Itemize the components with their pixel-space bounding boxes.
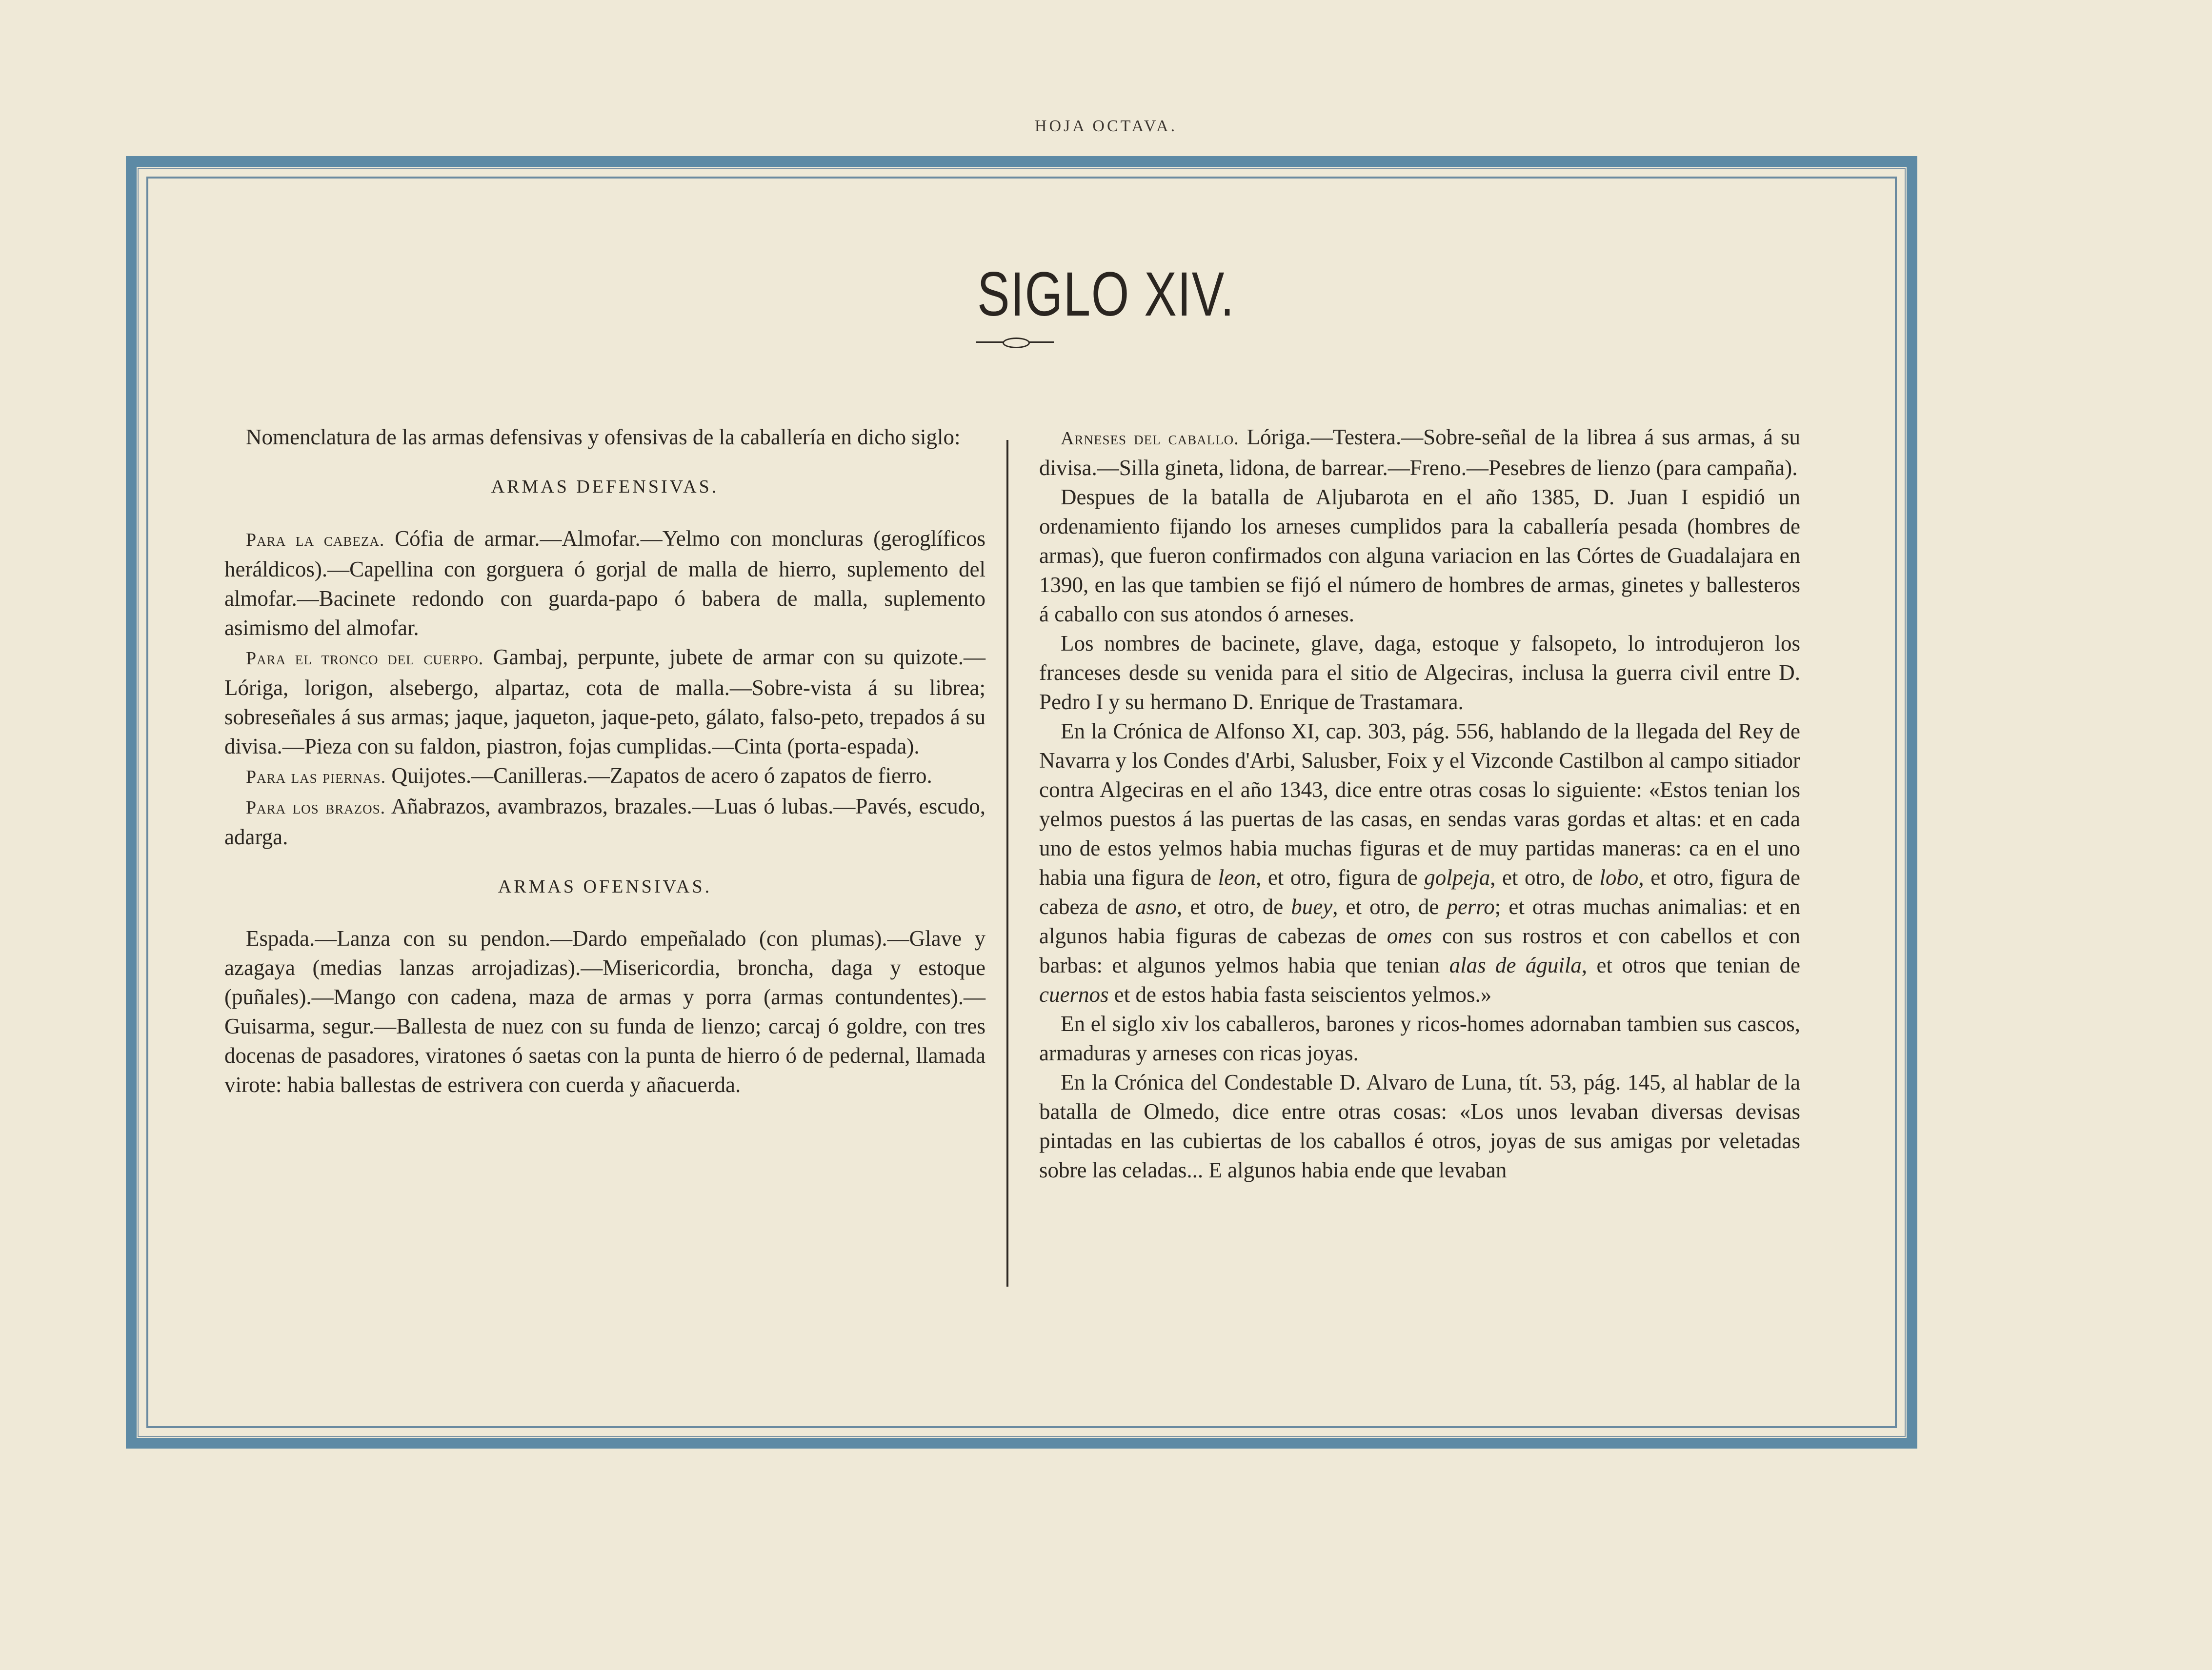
text-piernas: Quijotes.—Canilleras.—Zapatos de acero ó zapatos de fierro.: [391, 763, 932, 788]
label-cabeza: Para la cabeza.: [246, 530, 385, 550]
paragraph-aljubarota: Despues de la batalla de Aljubarota en el año 1385, D. Juan I espidió un ordenamiento fijando los arneses cumplidos para la caballería pesada (hombres de armas), que fueron confirmados con alguna variacion en las Córtes de Guadalajara en 1390, en las que tambien se fijó el número de hombres de armas, ginetes y ballesteros á caballo con sus atondos ó arneses.: [1039, 485, 1800, 626]
cronica-text: con sus rostros et con cabellos et con barbas: et algunos yelmos habia que tenian: [1039, 924, 1800, 977]
paragraph-piernas: [224, 761, 985, 792]
cronica-emphasis: perro: [1447, 895, 1495, 919]
paragraph-cabeza: [224, 524, 985, 642]
paragraph-nombres: Los nombres de bacinete, glave, daga, estoque y falsopeto, lo introdujeron los franceses desde su venida para el sitio de Algeciras, inclusa la guerra civil entre D. Pedro I y su hermano D. Enrique de Trastamara.: [1039, 631, 1800, 714]
right-column: [1039, 422, 1800, 1185]
label-tronco: Para el tronco del cuerpo.: [246, 648, 484, 669]
cronica-emphasis: golpeja: [1424, 865, 1490, 890]
paragraph-cronica-luna: En la Crónica del Condestable D. Alvaro de Luna, tít. 53, pág. 145, al hablar de la batalla de Olmedo, dice entre otras cosas: «Los unos levaban diversas devisas pintadas en las cubiertas de los caballos é otros, joyas de sus amigas por veletadas sobre las celadas... E algunos habia ende que levaban: [1039, 1070, 1800, 1182]
page-title: SIGLO XIV.: [977, 259, 1235, 329]
cronica-emphasis: alas de águila: [1449, 953, 1582, 977]
paragraph-brazos: [224, 792, 985, 852]
cronica-text: En la Crónica de Alfonso XI, cap. 303, pág. 556, hablando de la llegada del Rey de Navarra y los Condes d'Arbi, Salusber, Foix y el Vizconde Castilbon al campo sitiador contra Algeciras en el año 1343, dice entre otras cosas lo siguiente: «Estos tenian los yelmos puestos á las puertas de las casas, en sendas varas gordas et altas: et en cada uno de estos yelmos habia muchas figuras et de muy partidas maneras: ca en el uno habia una figura de: [1039, 719, 1800, 890]
cronica-text: , et otros que tenian de: [1581, 953, 1800, 977]
text-cabeza: Cófia de armar.—Almofar.—Yelmo con moncluras (geroglíficos heráldicos).—Capellina con gorguera ó gorjal de malla de hierro, suplemento del almofar.—Bacinete redondo con guarda-papo ó babera de malla, suplemento asimismo del almofar.: [224, 526, 985, 640]
cronica-emphasis: omes: [1387, 924, 1432, 948]
intro-paragraph: Nomenclatura de las armas defensivas y ofensivas de la caballería en dicho siglo:: [246, 425, 961, 449]
cronica-emphasis: cuernos: [1039, 982, 1109, 1007]
cronica-text: , et otro, de: [1177, 895, 1291, 919]
text-arneses: Lóriga.—Testera.—Sobre-señal de la librea á sus armas, á su divisa.—Silla gineta, lidona, de barrear.—Freno.—Pesebres de lienzo (para campaña).: [1039, 425, 1801, 480]
cronica-text: , et otro, de: [1332, 895, 1447, 919]
title-ornament-icon: [976, 341, 1054, 347]
cronica-emphasis: lobo: [1599, 865, 1639, 890]
cronica-emphasis: leon: [1218, 865, 1256, 890]
cronica-text: , et otro, figura de: [1256, 865, 1425, 890]
label-piernas: Para las piernas.: [246, 767, 386, 787]
paragraph-siglo-xiv: En el siglo xiv los caballeros, barones y ricos-homes adornaban tambien sus cascos, armaduras y arneses con ricas joyas.: [1039, 1012, 1800, 1065]
label-brazos: Para los brazos.: [246, 797, 386, 818]
running-head: HOJA OCTAVA.: [1034, 117, 1178, 135]
text-brazos: Añabrazos, avambrazos, brazales.—Luas ó lubas.—Pavés, escudo, adarga.: [224, 794, 985, 849]
cronica-emphasis: buey: [1291, 895, 1333, 919]
paragraph-ofensivas: Espada.—Lanza con su pendon.—Dardo empeñalado (con plumas).—Glave y azagaya (medias lanzas arrojadizas).—Misericordia, broncha, daga y estoque (puñales).—Mango con cadena, maza de armas y porra (armas contundentes).—Guisarma, segur.—Ballesta de nuez con su funda de lienzo; carcaj ó goldre, con tres docenas de pasadores, viratones ó saetas con la punta de hierro ó de pedernal, llamada virote: habia ballestas de estrivera con cuerda y añacuerda.: [224, 926, 985, 1097]
cronica-text: et de estos habia fasta seiscientos yelmos.»: [1108, 982, 1492, 1007]
heading-armas-defensivas: ARMAS DEFENSIVAS.: [491, 477, 719, 497]
column-divider: [1006, 440, 1008, 1287]
cronica-text: ; et otras muchas animalias: et en algunos habia figuras de cabezas de: [1039, 895, 1801, 948]
cronica-text: , et otro, figura de cabeza de: [1039, 865, 1801, 919]
cronica-emphasis: asno: [1135, 895, 1177, 919]
left-column: [224, 422, 985, 1099]
cronica-text: , et otro, de: [1490, 865, 1600, 890]
text-tronco: Gambaj, perpunte, jubete de armar con su quizote.—Lóriga, lorigon, alsebergo, alpartaz, cota de malla.—Sobre-vista á su librea; sobreseñales á sus armas; jaque, jaqueton, jaque-peto, gálato, falso-peto, trepados á su divisa.—Pieza con su faldon, piastron, fojas cumplidas.—Cinta (porta-espada).: [224, 645, 986, 758]
paragraph-cronica-alfonso: [1039, 716, 1800, 1009]
paragraph-tronco: [224, 642, 985, 761]
heading-armas-ofensivas: ARMAS OFENSIVAS.: [498, 876, 712, 897]
label-arneses: Arneses del caballo.: [1061, 428, 1239, 449]
paragraph-arneses: [1039, 422, 1800, 482]
